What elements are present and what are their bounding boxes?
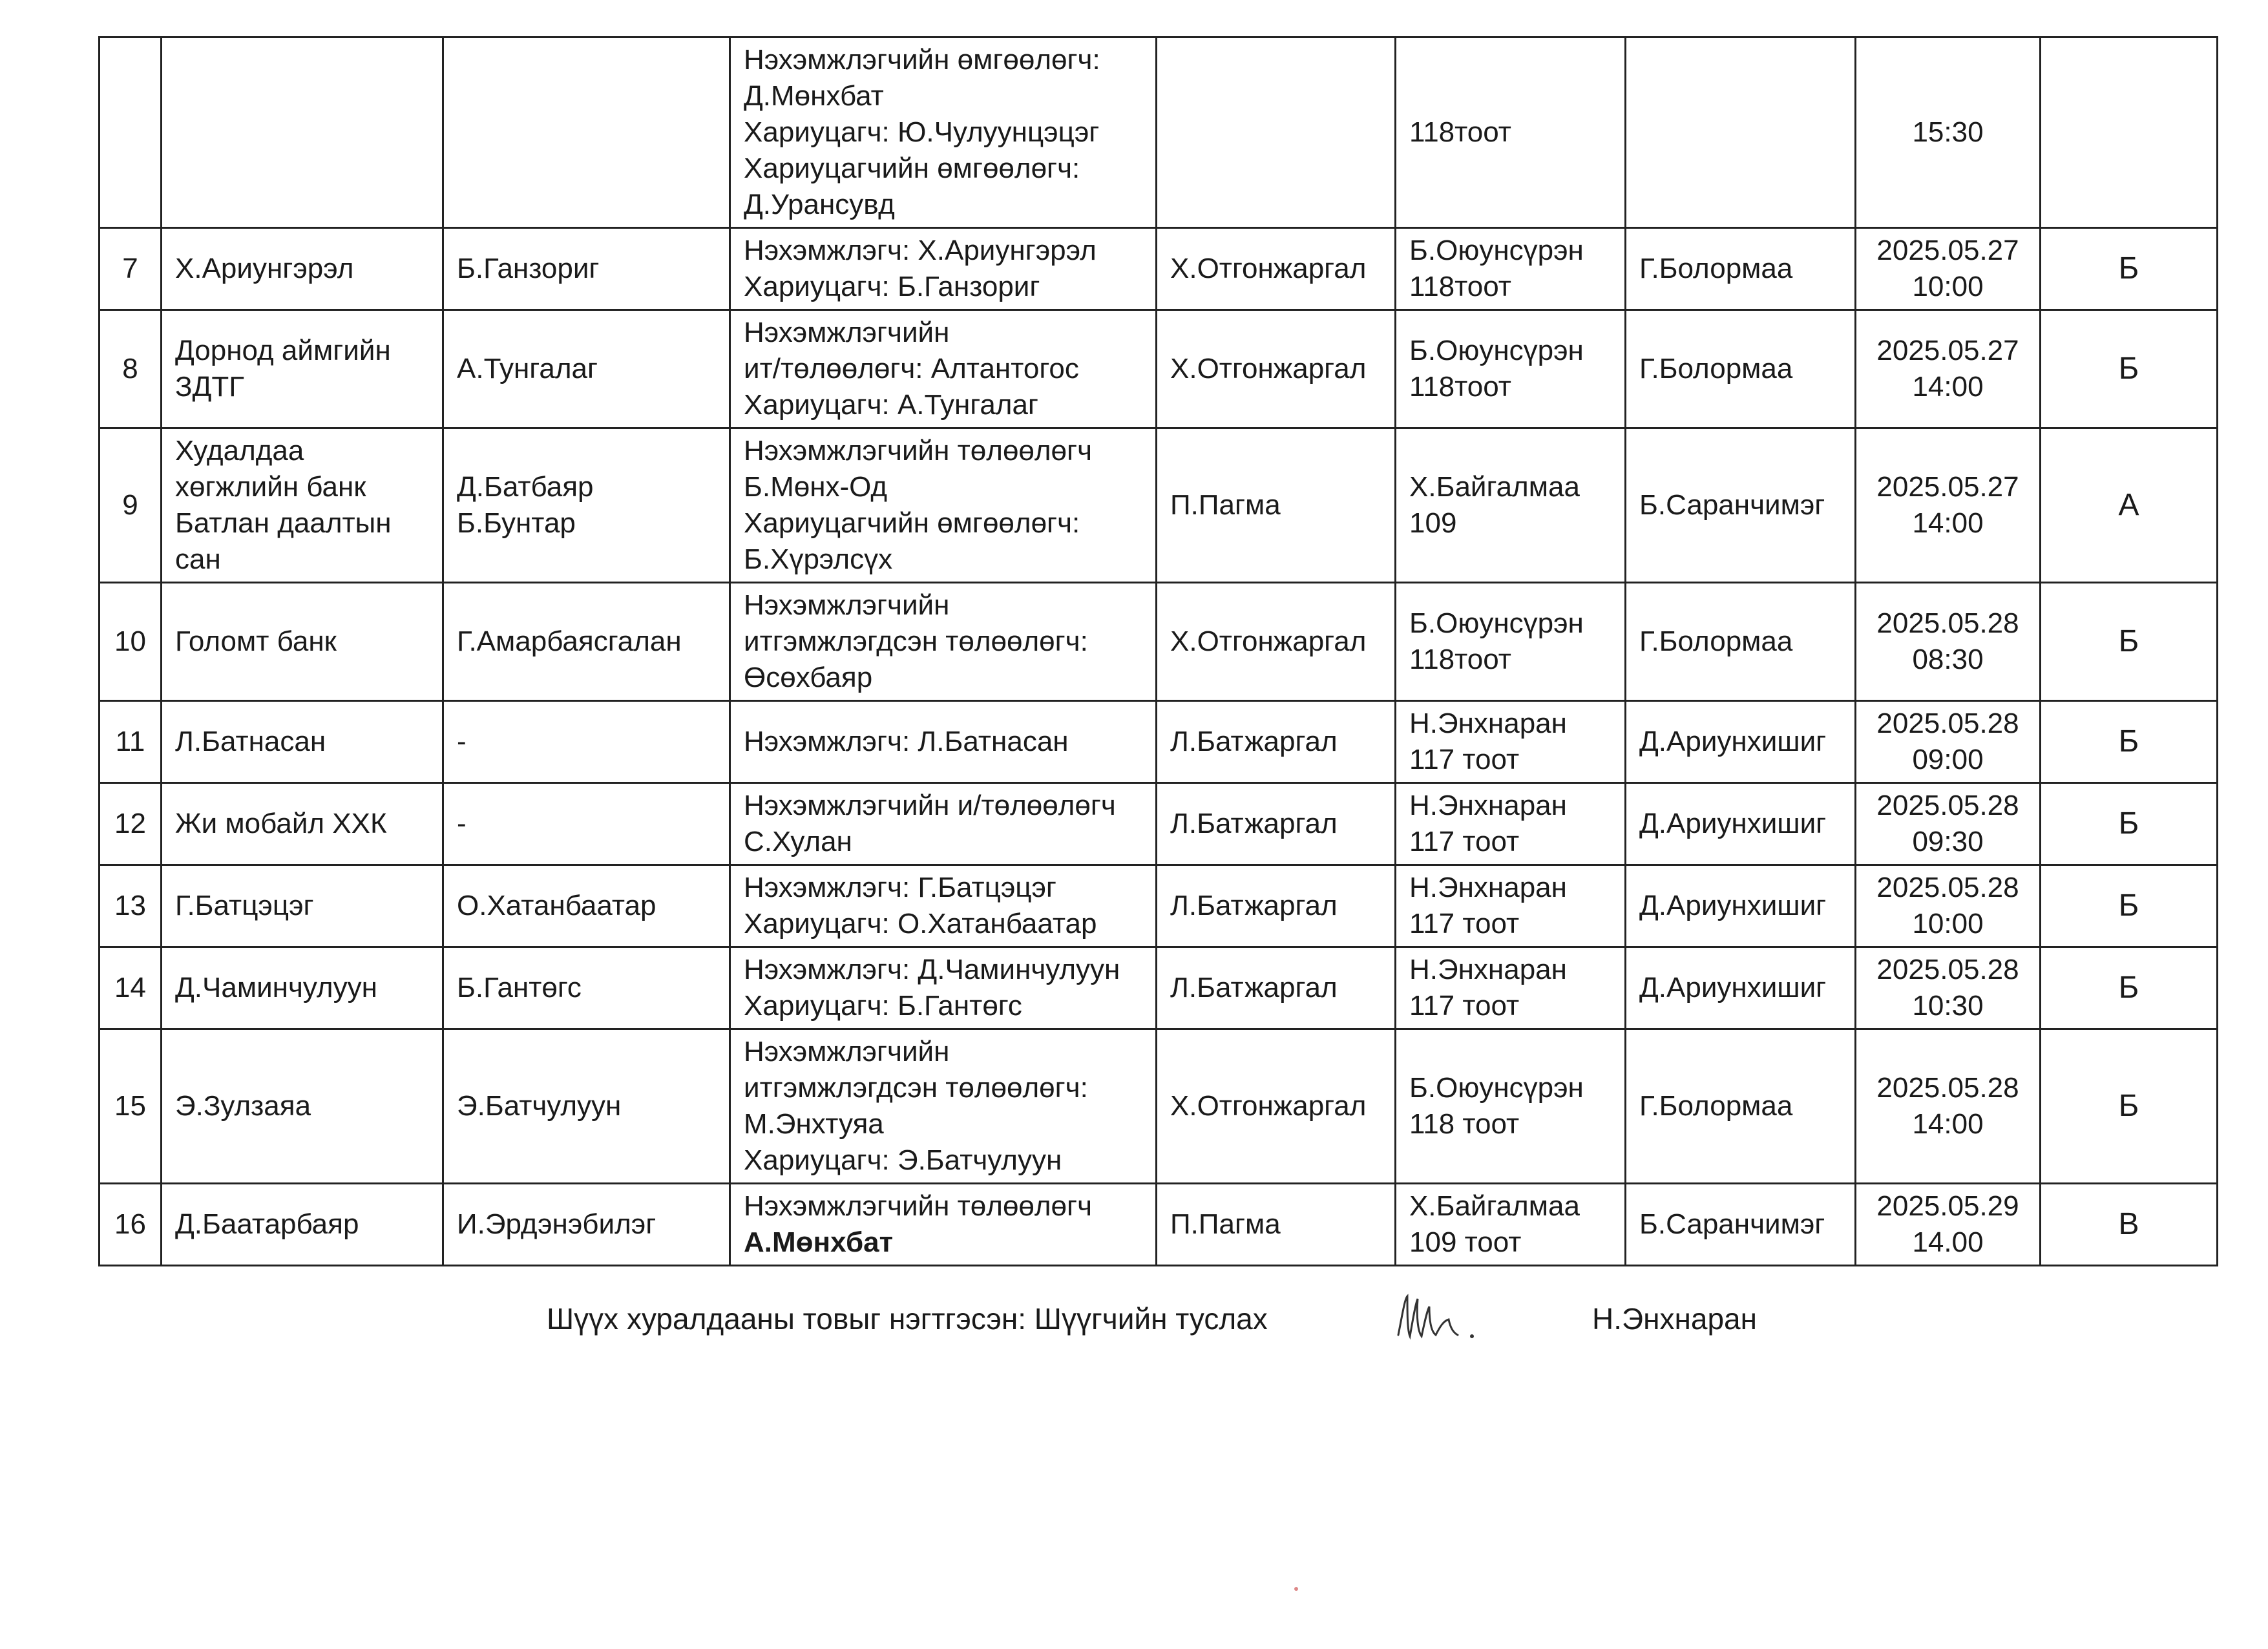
cell-parties [730, 310, 1157, 428]
cell-class [2041, 310, 2218, 428]
cell-secretary [1626, 783, 1856, 865]
cell-plaintiff [162, 1029, 443, 1184]
cell-time [1856, 310, 2041, 428]
table-row [100, 428, 2218, 583]
cell-time-text: 2025.05.28 14:00 [1876, 1072, 2019, 1140]
cell-secretary-text: Д.Ариунхишиг [1639, 808, 1827, 839]
cell-time-text: 2025.05.28 08:30 [1876, 607, 2019, 675]
cell-plaintiff-text: Жи мобайл ХХК [175, 808, 387, 839]
cell-judge-text: Х.Отгонжаргал [1170, 625, 1367, 657]
cell-room [1396, 583, 1626, 701]
cell-judge-text: Х.Отгонжаргал [1170, 253, 1367, 284]
cell-time-text: 2025.05.27 14:00 [1876, 335, 2019, 403]
table-row [100, 310, 2218, 428]
cell-plaintiff-text: Д.Чаминчулуун [175, 972, 377, 1003]
table-row [100, 228, 2218, 310]
cell-room-text: Н.Энхнаран 117 тоот [1409, 954, 1567, 1022]
cell-number-text: 12 [114, 808, 146, 839]
cell-plaintiff-text: Д.Баатарбаяр [175, 1208, 359, 1240]
cell-judge-text: Л.Батжаргал [1170, 890, 1338, 921]
cell-time-text: 2025.05.28 10:00 [1876, 872, 2019, 940]
cell-plaintiff [162, 310, 443, 428]
cell-number [100, 1029, 162, 1184]
cell-parties [730, 865, 1157, 947]
cell-secretary [1626, 428, 1856, 583]
cell-parties-text: Нэхэмжлэгч: Х.Ариунгэрэл Хариуцагч: Б.Ганзориг [744, 235, 1097, 302]
cell-defendant-text: О.Хатанбаатар [457, 890, 656, 921]
print-speck [1294, 1587, 1298, 1591]
cell-secretary-text: Д.Ариунхишиг [1639, 972, 1827, 1003]
cell-secretary-text: Г.Болормаа [1639, 1090, 1793, 1122]
cell-plaintiff [162, 228, 443, 310]
cell-time [1856, 1029, 2041, 1184]
table-row [100, 865, 2218, 947]
table-body [100, 37, 2218, 1266]
cell-number-text: 15 [114, 1090, 146, 1122]
cell-number-text: 13 [114, 890, 146, 921]
cell-secretary-text: Д.Ариунхишиг [1639, 726, 1827, 757]
cell-room [1396, 228, 1626, 310]
cell-secretary [1626, 947, 1856, 1029]
table-row [100, 701, 2218, 783]
cell-defendant [443, 783, 730, 865]
cell-class [2041, 228, 2218, 310]
cell-class [2041, 428, 2218, 583]
cell-number [100, 783, 162, 865]
signature-mark [1393, 1290, 1484, 1348]
cell-time [1856, 37, 2041, 228]
cell-time-text: 2025.05.29 14.00 [1876, 1190, 2019, 1258]
cell-time [1856, 783, 2041, 865]
cell-secretary [1626, 37, 1856, 228]
cell-parties [730, 583, 1157, 701]
cell-number [100, 37, 162, 228]
cell-number-text: 8 [122, 353, 138, 384]
cell-parties-text: Нэхэмжлэгчийн и/төлөөлөгч С.Хулан [744, 790, 1116, 857]
cell-class [2041, 583, 2218, 701]
cell-secretary-text: Б.Саранчимэг [1639, 489, 1825, 521]
cell-room-text: Б.Оюунсүрэн 118тоот [1409, 235, 1584, 302]
cell-judge-text: Л.Батжаргал [1170, 726, 1338, 757]
cell-secretary [1626, 310, 1856, 428]
cell-secretary [1626, 1184, 1856, 1266]
cell-number-text: 16 [114, 1208, 146, 1240]
cell-defendant-text: Б.Ганзориг [457, 253, 600, 284]
cell-parties [730, 783, 1157, 865]
cell-plaintiff-text: Дорнод аймгийн ЗДТГ [175, 335, 391, 403]
cell-time-text: 2025.05.28 09:30 [1876, 790, 2019, 857]
cell-defendant [443, 583, 730, 701]
cell-parties [730, 947, 1157, 1029]
cell-room [1396, 37, 1626, 228]
cell-secretary-text: Г.Болормаа [1639, 625, 1793, 657]
cell-room [1396, 701, 1626, 783]
cell-room-text: Б.Оюунсүрэн 118тоот [1409, 335, 1584, 403]
cell-plaintiff [162, 947, 443, 1029]
cell-room-text: Х.Байгалмаа 109 [1409, 471, 1580, 539]
cell-time-text: 2025.05.28 09:00 [1876, 708, 2019, 775]
cell-defendant-text: Д.Батбаяр Б.Бунтар [457, 471, 594, 539]
footer-label: Шүүх хуралдааны товыг нэгтгэсэн: Шүүгчийн туслах [547, 1302, 1268, 1336]
cell-judge-text: Х.Отгонжаргал [1170, 353, 1367, 384]
cell-class [2041, 783, 2218, 865]
cell-room [1396, 865, 1626, 947]
cell-secretary [1626, 228, 1856, 310]
cell-class-text: В [2118, 1207, 2139, 1241]
cell-class-text: Б [2118, 888, 2139, 923]
cell-plaintiff [162, 783, 443, 865]
cell-number [100, 583, 162, 701]
cell-plaintiff-text: Э.Зулзаяа [175, 1090, 311, 1122]
cell-judge [1157, 310, 1396, 428]
cell-plaintiff [162, 37, 443, 228]
cell-judge [1157, 1184, 1396, 1266]
cell-time-text: 2025.05.27 14:00 [1876, 471, 2019, 539]
cell-class [2041, 701, 2218, 783]
cell-judge-text: Л.Батжаргал [1170, 808, 1338, 839]
cell-plaintiff-text: Г.Батцэцэг [175, 890, 314, 921]
cell-number-text: 9 [122, 489, 138, 521]
cell-class-text: Б [2118, 1089, 2139, 1123]
cell-secretary [1626, 701, 1856, 783]
cell-defendant-text: Г.Амарбаясгалан [457, 625, 682, 657]
cell-number-text: 10 [114, 625, 146, 657]
cell-parties-text: Нэхэмжлэгчийн төлөөлөгч Б.Мөнх-Од Хариуцагчийн өмгөөлөгч: Б.Хүрэлсүх [744, 435, 1092, 575]
cell-parties [730, 701, 1157, 783]
cell-defendant-text: - [457, 726, 467, 757]
cell-time-text: 2025.05.27 10:00 [1876, 235, 2019, 302]
cell-defendant [443, 701, 730, 783]
hearing-schedule-table [98, 36, 2218, 1266]
cell-class-text: Б [2118, 352, 2139, 386]
cell-class-text: Б [2118, 624, 2139, 658]
cell-time [1856, 428, 2041, 583]
cell-judge [1157, 228, 1396, 310]
cell-secretary [1626, 1029, 1856, 1184]
cell-number [100, 1184, 162, 1266]
cell-number [100, 428, 162, 583]
cell-plaintiff-text: Худалдаа хөгжлийн банк Батлан даалтын сан [175, 435, 392, 575]
cell-number [100, 228, 162, 310]
cell-time-text: 15:30 [1912, 116, 1984, 148]
cell-number [100, 701, 162, 783]
cell-parties-bold-text: А.Мөнхбат [744, 1226, 894, 1258]
cell-defendant [443, 428, 730, 583]
cell-judge [1157, 1029, 1396, 1184]
cell-time [1856, 1184, 2041, 1266]
cell-secretary-text: Г.Болормаа [1639, 353, 1793, 384]
cell-time-text: 2025.05.28 10:30 [1876, 954, 2019, 1022]
cell-secretary-text: Г.Болормаа [1639, 253, 1793, 284]
cell-number [100, 310, 162, 428]
footer [0, 1290, 2268, 1348]
cell-judge-text: Л.Батжаргал [1170, 972, 1338, 1003]
cell-number [100, 947, 162, 1029]
cell-time [1856, 947, 2041, 1029]
cell-plaintiff [162, 701, 443, 783]
cell-parties-text: Нэхэмжлэгч: Г.Батцэцэг Хариуцагч: О.Хатанбаатар [744, 872, 1097, 940]
cell-secretary [1626, 865, 1856, 947]
cell-plaintiff-text: Л.Батнасан [175, 726, 326, 757]
cell-judge [1157, 428, 1396, 583]
cell-defendant [443, 947, 730, 1029]
cell-judge [1157, 783, 1396, 865]
cell-class-text: Б [2118, 806, 2139, 841]
cell-number-text: 14 [114, 972, 146, 1003]
cell-parties-text: Нэхэмжлэгчийн итгэмжлэгдсэн төлөөлөгч: М.Энхтуяа Хариуцагч: Э.Батчулуун [744, 1036, 1088, 1176]
cell-room [1396, 783, 1626, 865]
cell-class [2041, 865, 2218, 947]
cell-class [2041, 947, 2218, 1029]
cell-plaintiff-text: Х.Ариунгэрэл [175, 253, 354, 284]
cell-defendant-text: - [457, 808, 467, 839]
cell-parties [730, 37, 1157, 228]
table-row [100, 583, 2218, 701]
cell-room-text: Н.Энхнаран 117 тоот [1409, 790, 1567, 857]
cell-parties-text: Нэхэмжлэгчийн ит/төлөөлөгч: Алтантогос Хариуцагч: А.Тунгалаг [744, 317, 1079, 421]
table-row [100, 1029, 2218, 1184]
cell-time [1856, 228, 2041, 310]
cell-secretary-text: Д.Ариунхишиг [1639, 890, 1827, 921]
cell-class [2041, 1029, 2218, 1184]
cell-room [1396, 1184, 1626, 1266]
cell-class-text: А [2118, 488, 2139, 522]
cell-judge-text: П.Пагма [1170, 489, 1281, 521]
cell-defendant-text: Э.Батчулуун [457, 1090, 622, 1122]
cell-class [2041, 37, 2218, 228]
table-row [100, 1184, 2218, 1266]
cell-defendant [443, 1029, 730, 1184]
cell-room [1396, 310, 1626, 428]
cell-room-text: Б.Оюунсүрэн 118 тоот [1409, 1072, 1584, 1140]
cell-room-text: Н.Энхнаран 117 тоот [1409, 872, 1567, 940]
cell-secretary [1626, 583, 1856, 701]
table-row [100, 783, 2218, 865]
cell-time [1856, 865, 2041, 947]
cell-room [1396, 947, 1626, 1029]
cell-judge [1157, 701, 1396, 783]
cell-room-text: 118тоот [1409, 116, 1511, 148]
cell-judge [1157, 947, 1396, 1029]
cell-class-text: Б [2118, 971, 2139, 1005]
cell-time [1856, 701, 2041, 783]
cell-number-text: 7 [122, 253, 138, 284]
cell-number [100, 865, 162, 947]
cell-plaintiff-text: Голомт банк [175, 625, 337, 657]
cell-parties-text: Нэхэмжлэгчийн итгэмжлэгдсэн төлөөлөгч: Өсөхбаяр [744, 589, 1088, 693]
cell-defendant [443, 37, 730, 228]
cell-defendant [443, 310, 730, 428]
cell-parties-text: Нэхэмжлэгч: Л.Батнасан [744, 726, 1069, 757]
cell-defendant [443, 228, 730, 310]
cell-parties [730, 228, 1157, 310]
cell-time [1856, 583, 2041, 701]
cell-parties [730, 1184, 1157, 1266]
cell-judge [1157, 865, 1396, 947]
cell-parties [730, 428, 1157, 583]
table-row [100, 37, 2218, 228]
cell-room-text: Б.Оюунсүрэн 118тоот [1409, 607, 1584, 675]
cell-plaintiff [162, 865, 443, 947]
cell-parties-text: Нэхэмжлэгчийн төлөөлөгч [744, 1190, 1092, 1222]
cell-class [2041, 1184, 2218, 1266]
cell-class-text: Б [2118, 251, 2139, 286]
cell-defendant-text: Б.Гантөгс [457, 972, 582, 1003]
cell-secretary-text: Б.Саранчимэг [1639, 1208, 1825, 1240]
cell-plaintiff [162, 428, 443, 583]
cell-parties-text: Нэхэмжлэгч: Д.Чаминчулуун Хариуцагч: Б.Гантөгс [744, 954, 1120, 1022]
cell-parties-text: Нэхэмжлэгчийн өмгөөлөгч: Д.Мөнхбат Хариуцагч: Ю.Чулуунцэцэг Хариуцагчийн өмгөөлөгч: Д.Урансувд [744, 44, 1100, 220]
cell-room [1396, 428, 1626, 583]
cell-defendant [443, 865, 730, 947]
cell-defendant-text: А.Тунгалаг [457, 353, 598, 384]
cell-defendant [443, 1184, 730, 1266]
table-row [100, 947, 2218, 1029]
cell-room-text: Х.Байгалмаа 109 тоот [1409, 1190, 1580, 1258]
cell-room [1396, 1029, 1626, 1184]
cell-plaintiff [162, 1184, 443, 1266]
cell-judge-text: П.Пагма [1170, 1208, 1281, 1240]
cell-defendant-text: И.Эрдэнэбилэг [457, 1208, 656, 1240]
cell-parties [730, 1029, 1157, 1184]
cell-number-text: 11 [115, 726, 145, 757]
cell-judge [1157, 37, 1396, 228]
cell-plaintiff [162, 583, 443, 701]
cell-room-text: Н.Энхнаран 117 тоот [1409, 708, 1567, 775]
cell-class-text: Б [2118, 724, 2139, 759]
cell-judge-text: Х.Отгонжаргал [1170, 1090, 1367, 1122]
footer-signer-name: Н.Энхнаран [1592, 1302, 1758, 1336]
cell-judge [1157, 583, 1396, 701]
